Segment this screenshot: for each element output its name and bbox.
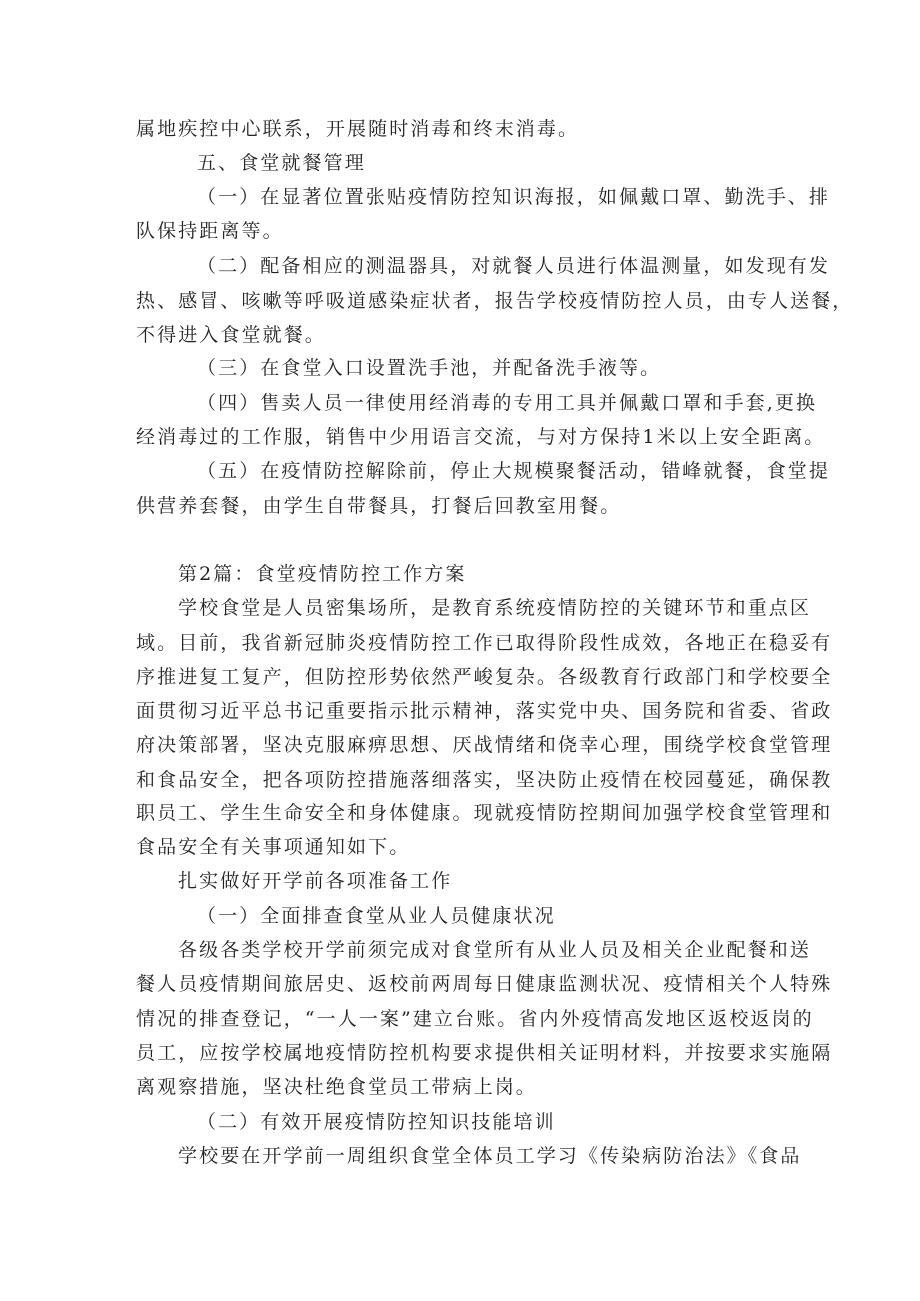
text-line: （二）配备相应的测温器具，对就餐人员进行体温测量，如发现有发 bbox=[197, 255, 831, 277]
text-line: 离观察措施，坚决杜绝食堂员工带病上岗。 bbox=[136, 1076, 537, 1098]
text-line: 供营养套餐，由学生自带餐具，打餐后回教室用餐。 bbox=[136, 495, 622, 517]
text-line: 域。目前，我省新冠肺炎疫情防控工作已取得阶段性成效，各地正在稳妥有 bbox=[136, 632, 833, 654]
text-line: 学校食堂是人员密集场所，是教育系统疫情防控的关键环节和重点区 bbox=[178, 597, 812, 619]
subsection-heading: （二）有效开展疫情防控知识技能培训 bbox=[197, 1111, 556, 1133]
text-line: 职员工、学生生命安全和身体健康。现就疫情防控期间加强学校食堂管理和 bbox=[136, 802, 833, 824]
text-line: 各级各类学校开学前须完成对食堂所有从业人员及相关企业配餐和送 bbox=[178, 939, 812, 961]
text-line: 和食品安全，把各项防控措施落细落实，坚决防止疫情在校园蔓延，确保教 bbox=[136, 769, 833, 791]
text-line: 序推进复工复产，但防控形势依然严峻复杂。各级教育行政部门和学校要全 bbox=[136, 666, 833, 688]
section-heading: 扎实做好开学前各项准备工作 bbox=[178, 870, 453, 892]
text-line: 不得进入食堂就餐。 bbox=[136, 324, 326, 346]
text-line: 面贯彻习近平总书记重要指示批示精神，落实党中央、国务院和省委、省政 bbox=[136, 700, 833, 722]
text-line: 餐人员疫情期间旅居史、返校前两周每日健康监测状况、疫情相关个人特殊 bbox=[136, 973, 833, 995]
text-line: 学校要在开学前一周组织食堂全体员工学习《传染病防治法》《食品 bbox=[178, 1145, 802, 1167]
text-line: （四）售卖人员一律使用经消毒的专用工具并佩戴口罩和手套,更换 bbox=[197, 392, 818, 414]
text-line: 队保持距离等。 bbox=[136, 220, 284, 242]
text-line: 府决策部署，坚决克服麻痹思想、厌战情绪和侥幸心理，围绕学校食堂管理 bbox=[136, 734, 833, 756]
text-line: 属地疾控中心联系，开展随时消毒和终末消毒。 bbox=[136, 118, 580, 140]
text-line: 食品安全有关事项通知如下。 bbox=[136, 836, 411, 858]
text-line: （三）在食堂入口设置洗手池，并配备洗手液等。 bbox=[197, 357, 662, 379]
text-line: 员工，应按学校属地疫情防控机构要求提供相关证明材料，并按要求实施隔 bbox=[136, 1042, 833, 1064]
text-line: （一）在显著位置张贴疫情防控知识海报，如佩戴口罩、勤洗手、排 bbox=[197, 186, 831, 208]
subsection-heading: （一）全面排查食堂从业人员健康状况 bbox=[197, 905, 556, 927]
section-heading: 五、食堂就餐管理 bbox=[197, 152, 366, 174]
text-line: 热、感冒、咳嗽等呼吸道感染症状者，报告学校疫情防控人员，由专人送餐， bbox=[136, 290, 854, 312]
text-line: 情况的排查登记，“一人一案”建立台账。省内外疫情高发地区返校返岗的 bbox=[136, 1008, 814, 1030]
text-line: 经消毒过的工作服，销售中少用语言交流，与对方保持1米以上安全距离。 bbox=[136, 426, 826, 448]
article-title: 第2篇：食堂疫情防控工作方案 bbox=[178, 563, 467, 585]
text-line: （五）在疫情防控解除前，停止大规模聚餐活动，错峰就餐，食堂提 bbox=[197, 460, 831, 482]
